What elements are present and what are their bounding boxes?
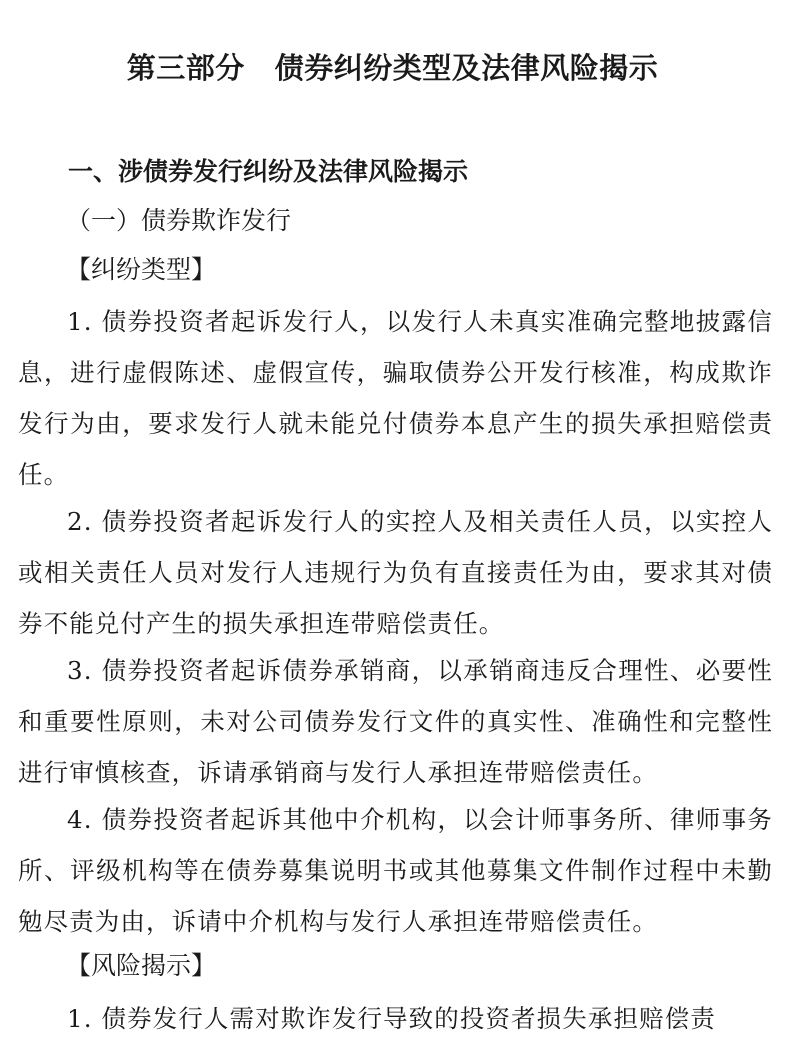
- risk-item-1: 1. 债券发行人需对欺诈发行导致的投资者损失承担赔偿责: [67, 1004, 716, 1033]
- dispute-item-1: 1. 债券投资者起诉发行人，以发行人未真实准确完整地披露信息，进行虚假陈述、虚假宣传，骗取债券公开发行核准，构成欺诈发行为由，要求发行人就未能兑付债券本息产生的损失承担赔偿责任。: [18, 307, 773, 489]
- section-heading: 一、涉债券发行纠纷及法律风险揭示: [68, 157, 469, 186]
- part-title-text: 债券纠纷类型及法律风险揭示: [274, 51, 659, 85]
- dispute-item-4: 4. 债券投资者起诉其他中介机构，以会计师事务所、律师事务所、评级机构等在债券募集说明书或其他募集文件制作过程中未勤勉尽责为由，诉请中介机构与发行人承担连带赔偿责任。: [18, 805, 773, 936]
- dispute-types-label: 【纠纷类型】: [66, 255, 217, 284]
- dispute-item-2: 2. 债券投资者起诉发行人的实控人及相关责任人员，以实控人或相关责任人员对发行人违规行为负有直接责任为由，要求其对债券不能兑付产生的损失承担连带赔偿责任。: [18, 507, 773, 638]
- risk-label: 【风险揭示】: [66, 951, 217, 980]
- dispute-item-3: 3. 债券投资者起诉债券承销商，以承销商违反合理性、必要性和重要性原则，未对公司债券发行文件的真实性、准确性和完整性进行审慎核查，诉请承销商与发行人承担连带赔偿责任。: [18, 656, 773, 787]
- part-title: [0, 48, 785, 88]
- subsection-heading: （一）债券欺诈发行: [66, 206, 292, 235]
- part-label: 第三部分: [126, 51, 245, 85]
